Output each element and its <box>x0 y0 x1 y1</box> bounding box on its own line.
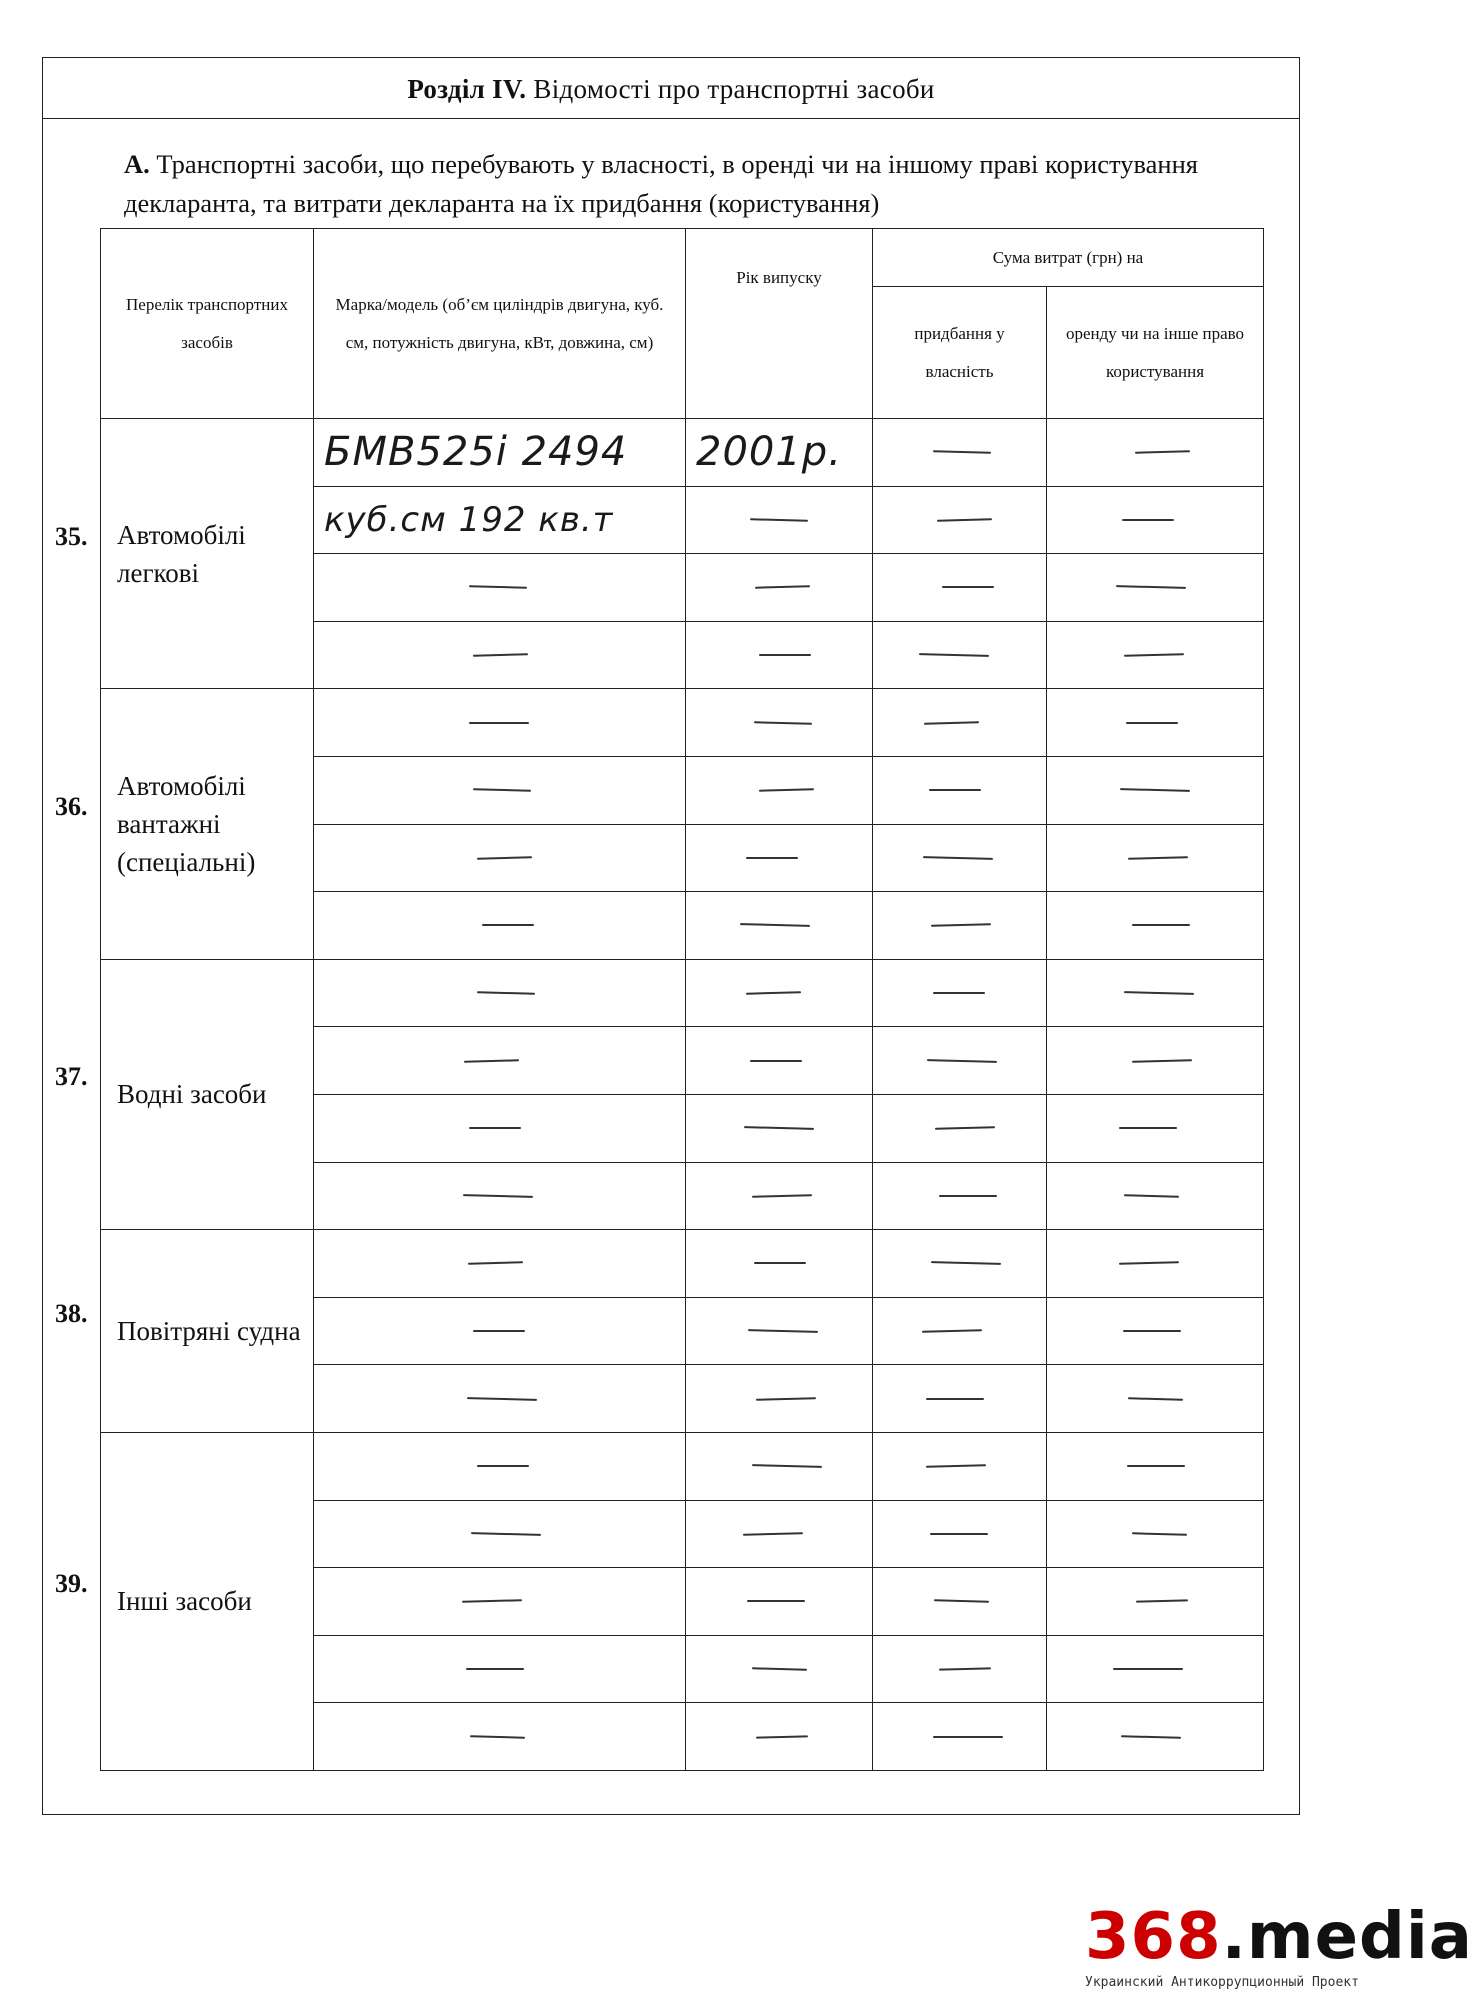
empty-dash-cell <box>314 1297 686 1365</box>
dash-mark <box>754 721 812 725</box>
dash-mark <box>470 1532 540 1536</box>
dash-mark <box>750 1060 802 1062</box>
dash-mark <box>464 1059 519 1062</box>
dash-mark <box>1120 788 1190 792</box>
empty-dash-cell <box>1047 824 1264 892</box>
dash-mark <box>924 721 979 724</box>
dash-mark <box>754 1262 806 1264</box>
empty-dash-cell <box>686 1162 873 1230</box>
dash-mark <box>470 1735 525 1738</box>
header-purchase: придбання у власність <box>873 287 1047 419</box>
handwritten-entry: БМВ525і 2494 <box>314 419 686 487</box>
dash-mark <box>937 518 992 521</box>
dash-mark <box>477 856 532 859</box>
dash-mark <box>461 1600 521 1604</box>
empty-dash-cell <box>686 1635 873 1703</box>
dash-mark <box>1131 1532 1186 1535</box>
empty-dash-cell <box>686 892 873 960</box>
intro-text: Транспортні засоби, що перебувають у власності, в оренді чи на іншому праві користування декларанта, та витрати декларанта на їх придбання (користування) <box>124 149 1198 218</box>
empty-dash-cell <box>1047 419 1264 487</box>
category-number: 36. <box>55 792 88 822</box>
vehicles-table <box>100 228 1264 1771</box>
dash-mark <box>743 1532 803 1536</box>
handwritten-entry: 2001р. <box>686 419 873 487</box>
dash-mark <box>747 1600 805 1602</box>
empty-dash-cell <box>314 689 686 757</box>
table-row <box>101 1230 1264 1298</box>
category-label: Повітряні судна <box>101 1230 314 1433</box>
empty-dash-cell <box>686 621 873 689</box>
dash-mark <box>473 653 528 656</box>
empty-dash-cell <box>873 1703 1047 1771</box>
dash-mark <box>462 1194 532 1198</box>
empty-dash-cell <box>314 1568 686 1636</box>
dash-mark <box>1116 586 1186 590</box>
dash-mark <box>933 1736 1003 1738</box>
empty-dash-cell <box>1047 1500 1264 1568</box>
dash-mark <box>466 1668 524 1670</box>
table-header-row-1 <box>101 229 1264 287</box>
watermark-logo-domain: .media <box>1221 1900 1473 1974</box>
header-rent: оренду чи на інше право користування <box>1047 287 1264 419</box>
dash-mark <box>922 856 992 860</box>
empty-dash-cell <box>873 1297 1047 1365</box>
dash-mark <box>1136 1600 1188 1603</box>
category-number: 39. <box>55 1569 88 1599</box>
empty-dash-cell <box>873 1365 1047 1433</box>
dash-mark <box>751 1667 806 1670</box>
header-list: Перелік транспортних засобів <box>101 229 314 419</box>
dash-mark <box>926 1059 996 1063</box>
dash-mark <box>930 1262 1000 1266</box>
empty-dash-cell <box>1047 1297 1264 1365</box>
empty-dash-cell <box>1047 1432 1264 1500</box>
empty-dash-cell <box>873 554 1047 622</box>
empty-dash-cell <box>686 689 873 757</box>
empty-dash-cell <box>1047 621 1264 689</box>
table-row <box>101 959 1264 1027</box>
empty-dash-cell <box>873 1635 1047 1703</box>
dash-mark <box>930 1533 988 1535</box>
empty-dash-cell <box>1047 892 1264 960</box>
empty-dash-cell <box>1047 1703 1264 1771</box>
empty-dash-cell <box>314 1027 686 1095</box>
dash-mark <box>934 1126 994 1130</box>
dash-mark <box>745 991 800 994</box>
category-number: 35. <box>55 521 88 551</box>
dash-mark <box>754 586 809 589</box>
dash-mark <box>758 789 813 792</box>
empty-dash-cell <box>686 1703 873 1771</box>
empty-dash-cell <box>1047 1230 1264 1298</box>
dash-mark <box>1134 451 1189 454</box>
empty-dash-cell <box>873 959 1047 1027</box>
empty-dash-cell <box>873 1568 1047 1636</box>
empty-dash-cell <box>686 824 873 892</box>
dash-mark <box>1132 1059 1192 1063</box>
intro-paragraph <box>124 145 1244 223</box>
empty-dash-cell <box>1047 1162 1264 1230</box>
empty-dash-cell <box>1047 689 1264 757</box>
empty-dash-cell <box>686 1365 873 1433</box>
dash-mark <box>930 924 990 928</box>
dash-mark <box>932 451 990 455</box>
dash-mark <box>1123 1330 1181 1332</box>
dash-mark <box>918 653 988 657</box>
empty-dash-cell <box>873 1432 1047 1500</box>
dash-mark <box>1128 856 1188 860</box>
watermark-logo-number: 368 <box>1085 1900 1222 1974</box>
empty-dash-cell <box>1047 1568 1264 1636</box>
empty-dash-cell <box>314 1094 686 1162</box>
dash-mark <box>1132 924 1190 926</box>
watermark-logo <box>1085 1900 1473 1974</box>
empty-dash-cell <box>1047 1635 1264 1703</box>
dash-mark <box>748 1329 818 1333</box>
dash-mark <box>482 924 534 926</box>
dash-mark <box>926 1398 984 1400</box>
empty-dash-cell <box>873 1162 1047 1230</box>
dash-mark <box>473 1330 525 1332</box>
header-sum: Сума витрат (грн) на <box>873 229 1264 287</box>
empty-dash-cell <box>1047 959 1264 1027</box>
dash-mark <box>938 1667 990 1670</box>
table-row <box>101 1432 1264 1500</box>
dash-mark <box>476 991 534 995</box>
dash-mark <box>1119 1127 1177 1129</box>
empty-dash-cell <box>873 1094 1047 1162</box>
dash-mark <box>740 924 810 928</box>
empty-dash-cell <box>873 756 1047 824</box>
empty-dash-cell <box>314 824 686 892</box>
dash-mark <box>1124 991 1194 995</box>
empty-dash-cell <box>686 1297 873 1365</box>
dash-mark <box>933 992 985 994</box>
empty-dash-cell <box>873 689 1047 757</box>
dash-mark <box>1124 653 1184 657</box>
empty-dash-cell <box>686 1500 873 1568</box>
category-number: 37. <box>55 1062 88 1092</box>
dash-mark <box>469 722 529 724</box>
category-number: 38. <box>55 1299 88 1329</box>
dash-mark <box>468 586 526 590</box>
dash-mark <box>1127 1465 1185 1467</box>
intro-letter: А. <box>124 149 150 179</box>
table-row <box>101 419 1264 487</box>
empty-dash-cell <box>314 1432 686 1500</box>
empty-dash-cell <box>686 1230 873 1298</box>
empty-dash-cell <box>686 554 873 622</box>
category-label: Водні засоби <box>101 959 314 1229</box>
empty-dash-cell <box>314 621 686 689</box>
empty-dash-cell <box>686 1027 873 1095</box>
watermark <box>1085 1900 1473 1990</box>
empty-dash-cell <box>1047 554 1264 622</box>
empty-dash-cell <box>873 1230 1047 1298</box>
table-row <box>101 689 1264 757</box>
dash-mark <box>759 654 811 656</box>
dash-mark <box>1121 1735 1181 1739</box>
empty-dash-cell <box>686 1568 873 1636</box>
dash-mark <box>477 1465 529 1467</box>
section-title-text: Відомості про транспортні засоби <box>533 74 935 104</box>
empty-dash-cell <box>686 1432 873 1500</box>
dash-mark <box>921 1329 981 1333</box>
empty-dash-cell <box>1047 486 1264 554</box>
dash-mark <box>468 1262 523 1265</box>
dash-mark <box>939 1195 997 1197</box>
empty-dash-cell <box>873 824 1047 892</box>
dash-mark <box>756 1735 808 1738</box>
dash-mark <box>752 1194 812 1198</box>
dash-mark <box>1119 1262 1179 1266</box>
watermark-subtitle: Украинский Антикоррупционный Проект <box>1085 1975 1359 1990</box>
empty-dash-cell <box>873 1027 1047 1095</box>
empty-dash-cell <box>1047 1094 1264 1162</box>
header-year: Рік випуску <box>686 229 873 419</box>
handwritten-entry: куб.см 192 кв.т <box>314 486 686 554</box>
category-label: Автомобілі легкові <box>101 419 314 689</box>
dash-mark <box>469 1127 521 1129</box>
section-title <box>43 58 1299 119</box>
dash-mark <box>746 857 798 859</box>
dash-mark <box>756 1397 816 1401</box>
empty-dash-cell <box>873 486 1047 554</box>
empty-dash-cell <box>873 621 1047 689</box>
empty-dash-cell <box>873 892 1047 960</box>
empty-dash-cell <box>686 959 873 1027</box>
dash-mark <box>472 789 530 793</box>
empty-dash-cell <box>314 756 686 824</box>
empty-dash-cell <box>314 892 686 960</box>
dash-mark <box>752 1464 822 1468</box>
empty-dash-cell <box>686 1094 873 1162</box>
empty-dash-cell <box>314 1500 686 1568</box>
empty-dash-cell <box>314 1230 686 1298</box>
dash-mark <box>1122 519 1174 521</box>
empty-dash-cell <box>314 959 686 1027</box>
empty-dash-cell <box>314 1162 686 1230</box>
dash-mark <box>1127 1397 1182 1400</box>
empty-dash-cell <box>686 756 873 824</box>
dash-mark <box>925 1464 985 1468</box>
empty-dash-cell <box>686 486 873 554</box>
dash-mark <box>750 518 808 522</box>
empty-dash-cell <box>314 1635 686 1703</box>
empty-dash-cell <box>1047 1365 1264 1433</box>
category-label: Автомобілі вантажні (спеціальні) <box>101 689 314 959</box>
empty-dash-cell <box>873 419 1047 487</box>
dash-mark <box>1123 1194 1178 1197</box>
dash-mark <box>1126 722 1178 724</box>
dash-mark <box>929 789 981 791</box>
empty-dash-cell <box>873 1500 1047 1568</box>
dash-mark <box>942 586 994 588</box>
empty-dash-cell <box>314 1365 686 1433</box>
empty-dash-cell <box>1047 1027 1264 1095</box>
empty-dash-cell <box>314 1703 686 1771</box>
category-label: Інші засоби <box>101 1432 314 1770</box>
dash-mark <box>466 1397 536 1401</box>
header-brand: Марка/модель (об’єм циліндрів двигуна, куб. см, потужність двигуна, кВт, довжина, см) <box>314 229 686 419</box>
empty-dash-cell <box>1047 756 1264 824</box>
section-title-prefix: Розділ IV. <box>407 74 527 104</box>
empty-dash-cell <box>314 554 686 622</box>
dash-mark <box>1113 1668 1183 1670</box>
dash-mark <box>934 1600 989 1603</box>
dash-mark <box>744 1126 814 1130</box>
